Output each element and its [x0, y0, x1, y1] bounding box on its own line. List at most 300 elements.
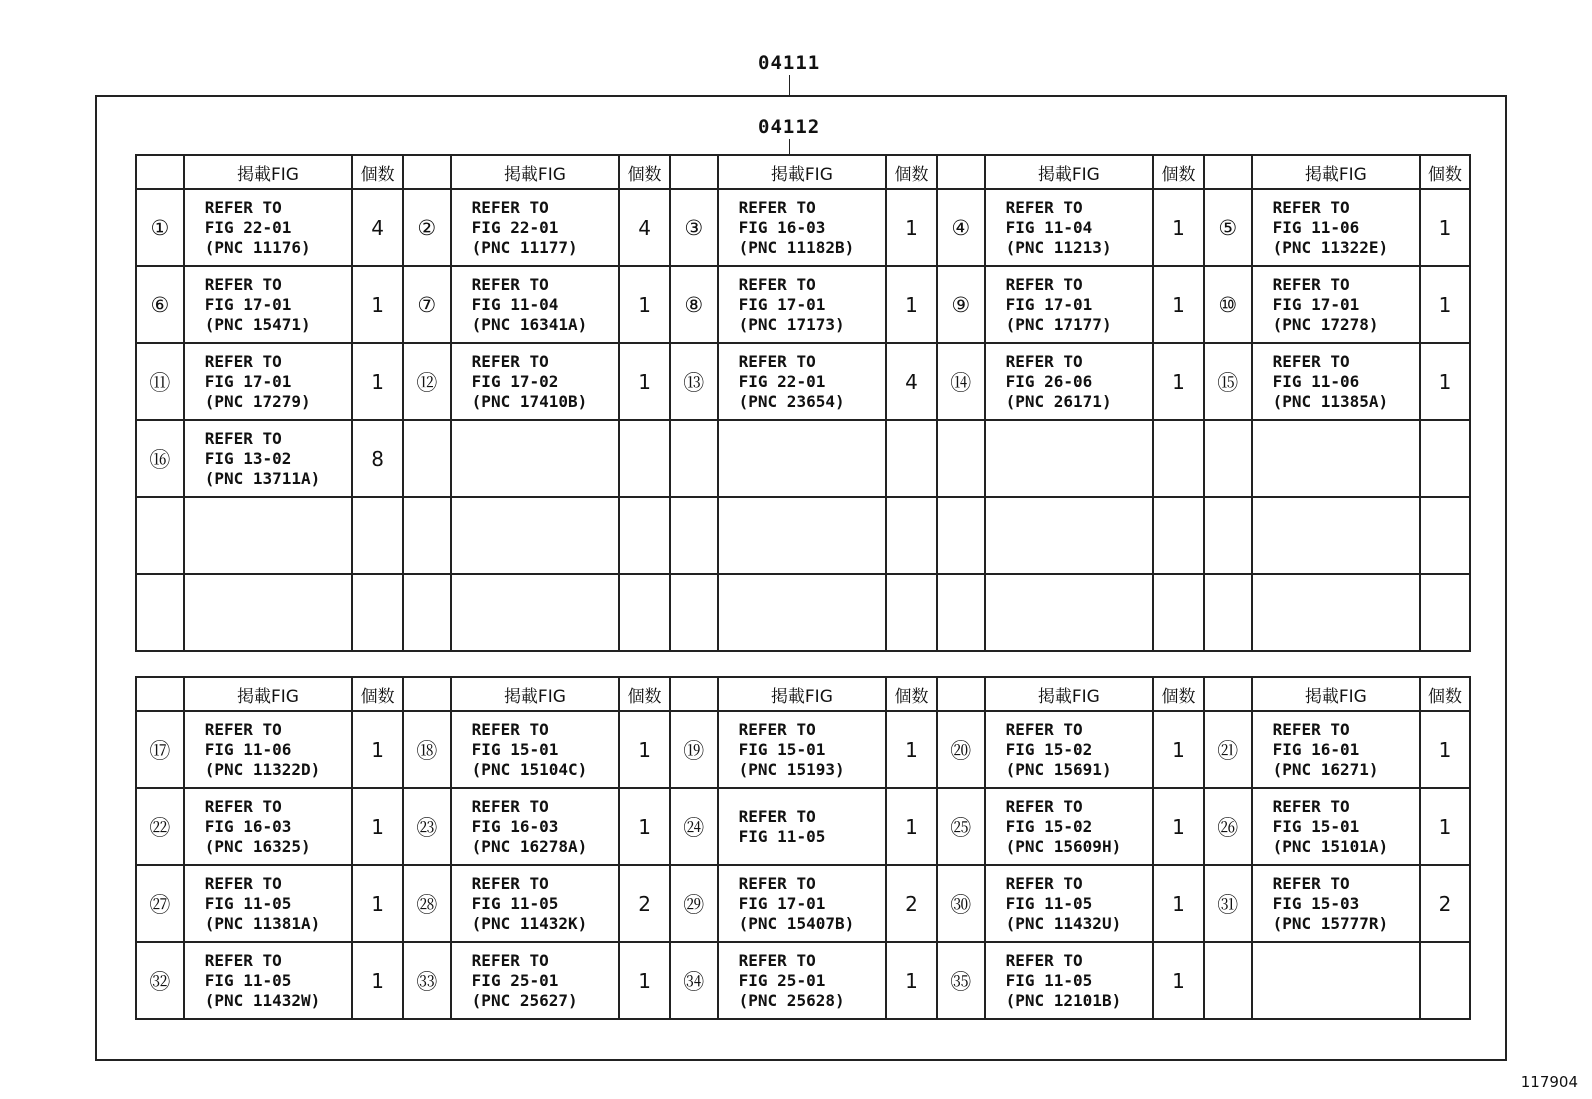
table-row: [136, 266, 1470, 343]
item-number: ㉝: [403, 942, 451, 1019]
item-number: ⑨: [937, 266, 985, 343]
quantity: [619, 420, 670, 497]
header-number-cell: [136, 677, 184, 711]
reference-line: REFER TO: [471, 873, 549, 893]
assembly-leader-line: [789, 75, 790, 95]
reference-line: FIG 17-01: [204, 371, 292, 391]
header-number-cell: [403, 155, 451, 189]
figure-reference: [184, 266, 353, 343]
reference-line: REFER TO: [204, 274, 282, 294]
quantity: 1: [619, 711, 670, 788]
reference-line: (PNC 11432K): [471, 913, 588, 933]
item-number: ㉛: [1204, 865, 1252, 942]
item-number: ⑩: [1204, 266, 1252, 343]
reference-line: FIG 15-02: [1005, 739, 1093, 759]
assembly-label: 04111: [758, 52, 821, 74]
figure-reference: [985, 942, 1154, 1019]
item-number: ㉞: [670, 942, 718, 1019]
reference-line: (PNC 15407B): [738, 913, 855, 933]
header-qty: 個数: [1420, 677, 1470, 711]
item-number: ⑮: [1204, 343, 1252, 420]
figure-reference: [184, 942, 353, 1019]
table-row: [136, 497, 1470, 574]
header-fig: 掲載FIG: [985, 677, 1154, 711]
quantity: [1153, 574, 1204, 651]
reference-line: (PNC 11176): [204, 237, 311, 257]
quantity: [886, 574, 937, 651]
figure-reference: [184, 420, 353, 497]
reference-line: FIG 17-01: [738, 294, 826, 314]
header-qty: 個数: [619, 155, 670, 189]
item-number: ⑧: [670, 266, 718, 343]
table-row: [136, 711, 1470, 788]
header-number-cell: [1204, 677, 1252, 711]
figure-reference: [985, 266, 1154, 343]
item-number: ⑫: [403, 343, 451, 420]
reference-line: REFER TO: [1005, 719, 1083, 739]
quantity: [619, 497, 670, 574]
figure-reference: [451, 574, 620, 651]
item-number: ⑲: [670, 711, 718, 788]
quantity: 1: [886, 711, 937, 788]
reference-line: FIG 11-05: [204, 893, 292, 913]
reference-line: FIG 17-02: [471, 371, 559, 391]
item-number: ⑭: [937, 343, 985, 420]
reference-line: (PNC 15101A): [1272, 836, 1389, 856]
reference-line: (PNC 11322E): [1272, 237, 1389, 257]
table-header-row: [136, 677, 1470, 711]
figure-reference: [1252, 865, 1421, 942]
table-header-row: [136, 155, 1470, 189]
quantity: 1: [619, 343, 670, 420]
figure-reference: [985, 189, 1154, 266]
item-number: ②: [403, 189, 451, 266]
figure-reference: [1252, 420, 1421, 497]
quantity: 1: [1420, 788, 1470, 865]
quantity: 1: [1153, 343, 1204, 420]
quantity: [619, 574, 670, 651]
quantity: [1420, 942, 1470, 1019]
item-number: ㉔: [670, 788, 718, 865]
figure-reference: [184, 497, 353, 574]
reference-line: (PNC 15193): [738, 759, 845, 779]
reference-line: FIG 25-01: [471, 970, 559, 990]
item-number: [403, 574, 451, 651]
reference-line: REFER TO: [1005, 796, 1083, 816]
table-row: [136, 865, 1470, 942]
reference-line: FIG 16-03: [204, 816, 292, 836]
figure-reference: [985, 420, 1154, 497]
item-number: ⑬: [670, 343, 718, 420]
header-fig: 掲載FIG: [184, 155, 353, 189]
reference-line: FIG 17-01: [738, 893, 826, 913]
reference-line: (PNC 11177): [471, 237, 578, 257]
quantity: [1420, 574, 1470, 651]
reference-line: REFER TO: [1272, 796, 1350, 816]
reference-line: REFER TO: [738, 351, 816, 371]
figure-reference: [718, 189, 887, 266]
quantity: 1: [1153, 942, 1204, 1019]
quantity: 1: [886, 788, 937, 865]
header-qty: 個数: [619, 677, 670, 711]
header-qty: 個数: [886, 677, 937, 711]
header-qty: 個数: [886, 155, 937, 189]
reference-line: FIG 16-01: [1272, 739, 1360, 759]
item-number: ㉓: [403, 788, 451, 865]
item-number: ㉙: [670, 865, 718, 942]
reference-line: (PNC 26171): [1005, 391, 1112, 411]
reference-line: (PNC 15777R): [1272, 913, 1389, 933]
quantity: 1: [886, 189, 937, 266]
table-row: [136, 788, 1470, 865]
figure-reference: [718, 420, 887, 497]
item-number: [1204, 497, 1252, 574]
header-fig: 掲載FIG: [1252, 677, 1421, 711]
reference-line: FIG 11-05: [471, 893, 559, 913]
subassembly-leader-line: [789, 139, 790, 155]
item-number: [670, 420, 718, 497]
reference-line: REFER TO: [471, 351, 549, 371]
quantity: 1: [352, 942, 403, 1019]
quantity: 1: [352, 788, 403, 865]
quantity: [886, 420, 937, 497]
reference-line: (PNC 16341A): [471, 314, 588, 334]
quantity: 1: [1420, 266, 1470, 343]
reference-line: FIG 11-06: [1272, 217, 1360, 237]
figure-reference: [718, 574, 887, 651]
quantity: 8: [352, 420, 403, 497]
reference-line: (PNC 12101B): [1005, 990, 1122, 1010]
figure-reference: [451, 942, 620, 1019]
quantity: 1: [886, 266, 937, 343]
quantity: 1: [1420, 343, 1470, 420]
figure-reference: [451, 266, 620, 343]
header-number-cell: [403, 677, 451, 711]
quantity: 2: [886, 865, 937, 942]
quantity: 1: [886, 942, 937, 1019]
item-number: ㉖: [1204, 788, 1252, 865]
header-number-cell: [937, 677, 985, 711]
quantity: [1420, 497, 1470, 574]
table-row: [136, 942, 1470, 1019]
quantity: [1153, 497, 1204, 574]
header-fig: 掲載FIG: [1252, 155, 1421, 189]
reference-line: FIG 25-01: [738, 970, 826, 990]
header-number-cell: [937, 155, 985, 189]
reference-line: (PNC 11182B): [738, 237, 855, 257]
reference-line: (PNC 11385A): [1272, 391, 1389, 411]
item-number: ⑤: [1204, 189, 1252, 266]
reference-line: REFER TO: [471, 796, 549, 816]
figure-reference: [451, 788, 620, 865]
subassembly-label: 04112: [758, 116, 821, 138]
figure-reference: [1252, 266, 1421, 343]
reference-line: REFER TO: [738, 950, 816, 970]
figure-reference: [985, 788, 1154, 865]
item-number: [403, 497, 451, 574]
quantity: 1: [352, 266, 403, 343]
reference-line: FIG 11-05: [738, 826, 826, 846]
reference-line: (PNC 15609H): [1005, 836, 1122, 856]
reference-line: FIG 11-04: [1005, 217, 1093, 237]
figure-reference: [718, 865, 887, 942]
header-fig: 掲載FIG: [718, 677, 887, 711]
table-row: [136, 574, 1470, 651]
quantity: 1: [619, 266, 670, 343]
reference-line: REFER TO: [1005, 274, 1083, 294]
reference-line: REFER TO: [738, 274, 816, 294]
header-fig: 掲載FIG: [184, 677, 353, 711]
reference-line: REFER TO: [204, 873, 282, 893]
item-number: ①: [136, 189, 184, 266]
figure-reference: [985, 497, 1154, 574]
reference-line: REFER TO: [1272, 274, 1350, 294]
figure-reference: [718, 343, 887, 420]
figure-reference: [1252, 189, 1421, 266]
reference-line: FIG 22-01: [738, 371, 826, 391]
header-number-cell: [670, 155, 718, 189]
reference-line: REFER TO: [738, 719, 816, 739]
reference-line: (PNC 16271): [1272, 759, 1379, 779]
reference-line: REFER TO: [1272, 873, 1350, 893]
figure-reference: [184, 711, 353, 788]
item-number: ㉗: [136, 865, 184, 942]
reference-line: FIG 22-01: [204, 217, 292, 237]
item-number: ⑱: [403, 711, 451, 788]
figure-reference: [985, 343, 1154, 420]
item-number: [670, 574, 718, 651]
item-number: ⑥: [136, 266, 184, 343]
quantity: 1: [1153, 865, 1204, 942]
quantity: [886, 497, 937, 574]
header-qty: 個数: [1153, 155, 1204, 189]
quantity: 1: [352, 711, 403, 788]
reference-line: FIG 17-01: [204, 294, 292, 314]
reference-line: (PNC 17278): [1272, 314, 1379, 334]
illustration-id: 117904: [1520, 1073, 1578, 1091]
figure-reference: [451, 711, 620, 788]
reference-line: FIG 15-01: [738, 739, 826, 759]
reference-line: (PNC 16325): [204, 836, 311, 856]
reference-line: FIG 16-03: [738, 217, 826, 237]
reference-line: REFER TO: [204, 796, 282, 816]
header-number-cell: [136, 155, 184, 189]
figure-reference: [1252, 574, 1421, 651]
reference-line: REFER TO: [204, 351, 282, 371]
reference-line: FIG 17-01: [1005, 294, 1093, 314]
reference-line: FIG 11-05: [204, 970, 292, 990]
reference-line: FIG 15-02: [1005, 816, 1093, 836]
reference-line: REFER TO: [204, 428, 282, 448]
figure-reference: [718, 266, 887, 343]
quantity: 4: [352, 189, 403, 266]
item-number: [937, 574, 985, 651]
quantity: 1: [352, 343, 403, 420]
reference-line: REFER TO: [1005, 351, 1083, 371]
header-fig: 掲載FIG: [718, 155, 887, 189]
quantity: 1: [619, 788, 670, 865]
reference-line: (PNC 11432W): [204, 990, 321, 1010]
item-number: [937, 497, 985, 574]
reference-line: (PNC 17279): [204, 391, 311, 411]
reference-line: (PNC 15691): [1005, 759, 1112, 779]
quantity: [1153, 420, 1204, 497]
table-row: [136, 420, 1470, 497]
reference-line: (PNC 16278A): [471, 836, 588, 856]
reference-line: REFER TO: [738, 873, 816, 893]
header-qty: 個数: [352, 155, 403, 189]
figure-reference: [184, 343, 353, 420]
reference-line: REFER TO: [1272, 351, 1350, 371]
reference-line: FIG 17-01: [1272, 294, 1360, 314]
reference-line: FIG 11-05: [1005, 970, 1093, 990]
reference-line: REFER TO: [1272, 719, 1350, 739]
quantity: 1: [1420, 189, 1470, 266]
figure-reference: [1252, 711, 1421, 788]
reference-line: FIG 16-03: [471, 816, 559, 836]
reference-line: (PNC 11432U): [1005, 913, 1122, 933]
item-number: ⑪: [136, 343, 184, 420]
figure-reference: [184, 788, 353, 865]
item-number: [403, 420, 451, 497]
figure-reference: [451, 343, 620, 420]
reference-line: (PNC 13711A): [204, 468, 321, 488]
reference-line: FIG 13-02: [204, 448, 292, 468]
quantity: [352, 497, 403, 574]
reference-line: (PNC 25628): [738, 990, 845, 1010]
reference-line: REFER TO: [204, 950, 282, 970]
header-fig: 掲載FIG: [985, 155, 1154, 189]
header-qty: 個数: [1420, 155, 1470, 189]
quantity: 1: [1153, 711, 1204, 788]
figure-reference: [985, 711, 1154, 788]
parts-reference-table-lower: [135, 676, 1471, 1020]
reference-line: (PNC 11381A): [204, 913, 321, 933]
quantity: 1: [1420, 711, 1470, 788]
reference-line: (PNC 11322D): [204, 759, 321, 779]
item-number: ㉘: [403, 865, 451, 942]
figure-reference: [451, 189, 620, 266]
item-number: ⑰: [136, 711, 184, 788]
reference-line: REFER TO: [204, 197, 282, 217]
item-number: ㉕: [937, 788, 985, 865]
header-fig: 掲載FIG: [451, 677, 620, 711]
quantity: 1: [619, 942, 670, 1019]
reference-line: (PNC 25627): [471, 990, 578, 1010]
reference-line: FIG 15-01: [471, 739, 559, 759]
reference-line: (PNC 15104C): [471, 759, 588, 779]
quantity: [352, 574, 403, 651]
reference-line: REFER TO: [471, 274, 549, 294]
reference-line: REFER TO: [738, 806, 816, 826]
reference-line: FIG 22-01: [471, 217, 559, 237]
figure-reference: [1252, 497, 1421, 574]
reference-line: REFER TO: [204, 719, 282, 739]
parts-reference-table-upper: [135, 154, 1471, 652]
item-number: [937, 420, 985, 497]
item-number: ⑦: [403, 266, 451, 343]
reference-line: (PNC 17173): [738, 314, 845, 334]
reference-line: FIG 11-05: [1005, 893, 1093, 913]
reference-line: REFER TO: [1005, 197, 1083, 217]
item-number: ㉑: [1204, 711, 1252, 788]
quantity: [1420, 420, 1470, 497]
figure-reference: [184, 865, 353, 942]
item-number: ④: [937, 189, 985, 266]
header-number-cell: [670, 677, 718, 711]
figure-reference: [451, 865, 620, 942]
item-number: [1204, 574, 1252, 651]
item-number: [136, 497, 184, 574]
quantity: 2: [1420, 865, 1470, 942]
header-number-cell: [1204, 155, 1252, 189]
item-number: ㉟: [937, 942, 985, 1019]
item-number: ⑯: [136, 420, 184, 497]
quantity: 2: [619, 865, 670, 942]
figure-reference: [985, 865, 1154, 942]
reference-line: REFER TO: [471, 197, 549, 217]
item-number: [1204, 942, 1252, 1019]
reference-line: FIG 26-06: [1005, 371, 1093, 391]
reference-line: FIG 11-06: [1272, 371, 1360, 391]
figure-reference: [718, 788, 887, 865]
quantity: 4: [619, 189, 670, 266]
header-qty: 個数: [1153, 677, 1204, 711]
reference-line: REFER TO: [471, 719, 549, 739]
reference-line: REFER TO: [738, 197, 816, 217]
reference-line: FIG 11-06: [204, 739, 292, 759]
reference-line: REFER TO: [471, 950, 549, 970]
reference-line: FIG 15-01: [1272, 816, 1360, 836]
item-number: [1204, 420, 1252, 497]
item-number: [670, 497, 718, 574]
quantity: 1: [1153, 266, 1204, 343]
quantity: 1: [352, 865, 403, 942]
table-row: [136, 343, 1470, 420]
item-number: ㉒: [136, 788, 184, 865]
reference-line: REFER TO: [1272, 197, 1350, 217]
item-number: [136, 574, 184, 651]
header-qty: 個数: [352, 677, 403, 711]
figure-reference: [718, 942, 887, 1019]
item-number: ㉚: [937, 865, 985, 942]
figure-reference: [451, 497, 620, 574]
reference-line: REFER TO: [1005, 950, 1083, 970]
reference-line: FIG 11-04: [471, 294, 559, 314]
figure-reference: [718, 497, 887, 574]
quantity: 1: [1153, 788, 1204, 865]
figure-reference: [184, 189, 353, 266]
reference-line: (PNC 17410B): [471, 391, 588, 411]
reference-line: (PNC 11213): [1005, 237, 1112, 257]
quantity: 4: [886, 343, 937, 420]
figure-reference: [1252, 343, 1421, 420]
figure-reference: [184, 574, 353, 651]
reference-line: (PNC 15471): [204, 314, 311, 334]
figure-reference: [718, 711, 887, 788]
reference-line: (PNC 17177): [1005, 314, 1112, 334]
item-number: ⑳: [937, 711, 985, 788]
reference-line: FIG 15-03: [1272, 893, 1360, 913]
item-number: ㉜: [136, 942, 184, 1019]
item-number: ③: [670, 189, 718, 266]
figure-reference: [985, 574, 1154, 651]
reference-line: (PNC 23654): [738, 391, 845, 411]
figure-reference: [1252, 942, 1421, 1019]
figure-reference: [1252, 788, 1421, 865]
reference-line: REFER TO: [1005, 873, 1083, 893]
quantity: 1: [1153, 189, 1204, 266]
